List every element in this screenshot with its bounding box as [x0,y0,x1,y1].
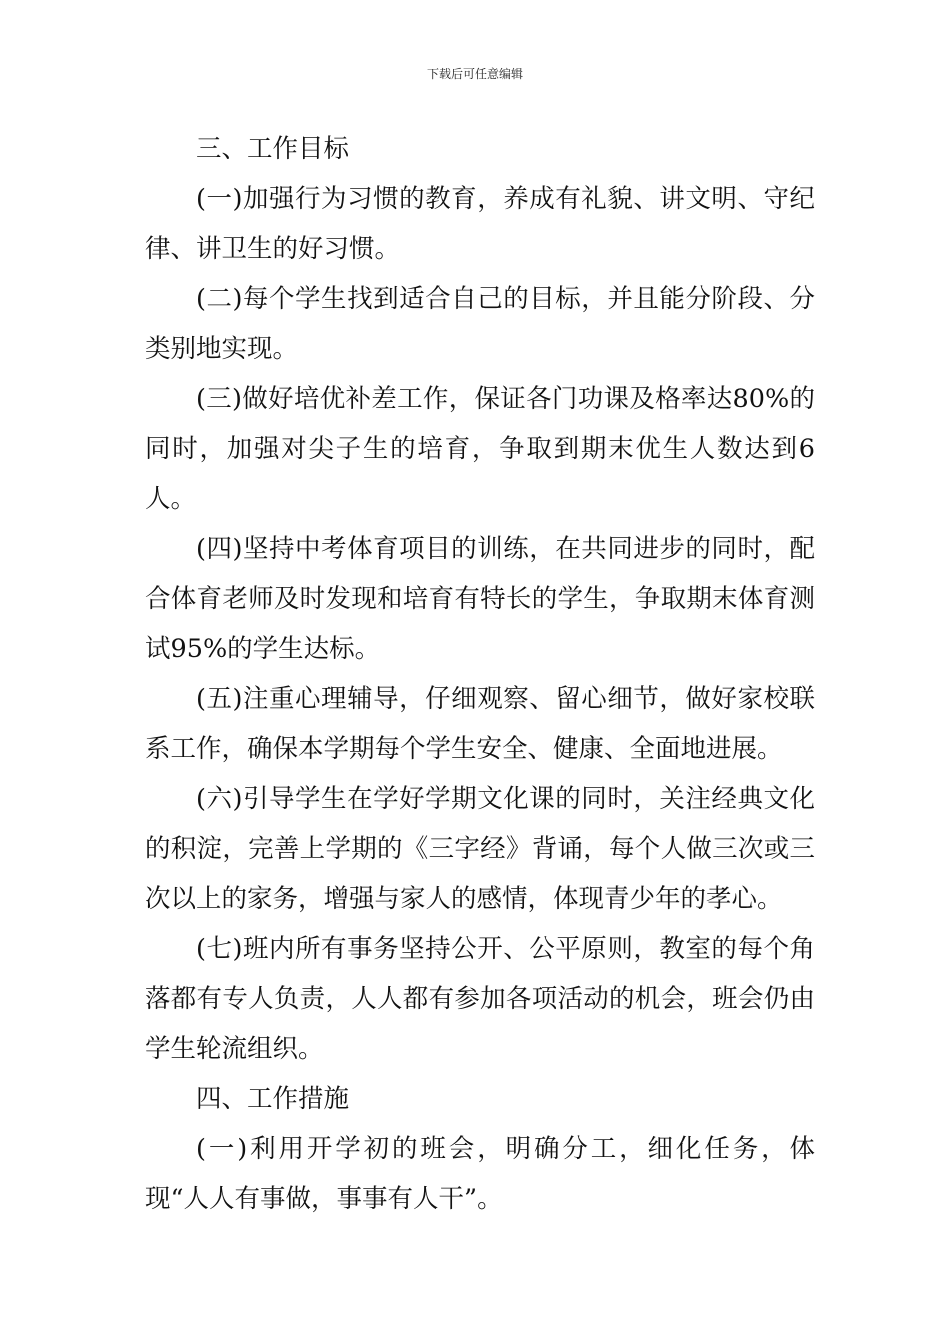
section-heading-measures: 四、工作措施 [196,1084,350,1114]
goal-item-2: (二)每个学生找到适合自己的目标，并且能分阶段、分类别地实现。 [145,284,815,364]
section-heading-goals: 三、工作目标 [196,134,350,164]
goal-item-7: (七)班内所有事务坚持公开、公平原则，教室的每个角落都有专人负责，人人都有参加各项活动的机会，班会仍由学生轮流组织。 [145,934,815,1064]
page-header-note: 下载后可任意编辑 [426,67,523,81]
measure-item-1: (一)利用开学初的班会，明确分工，细化任务，体现“人人有事做，事事有人干”。 [145,1134,815,1214]
goal-item-5: (五)注重心理辅导，仔细观察、留心细节，做好家校联系工作，确保本学期每个学生安全、健康、全面地进展。 [145,684,815,764]
document-body [145,124,815,1224]
goal-item-6: (六)引导学生在学好学期文化课的同时，关注经典文化的积淀，完善上学期的《三字经》背诵，每个人做三次或三次以上的家务，增强与家人的感情，体现青少年的孝心。 [145,784,815,914]
goal-item-3: (三)做好培优补差工作，保证各门功课及格率达80%的同时，加强对尖子生的培育，争取到期末优生人数达到6人。 [145,384,815,514]
goal-item-1: (一)加强行为习惯的教育，养成有礼貌、讲文明、守纪律、讲卫生的好习惯。 [145,184,815,264]
goal-item-4: (四)坚持中考体育项目的训练，在共同进步的同时，配合体育老师及时发现和培育有特长的学生，争取期末体育测试95%的学生达标。 [145,534,815,664]
